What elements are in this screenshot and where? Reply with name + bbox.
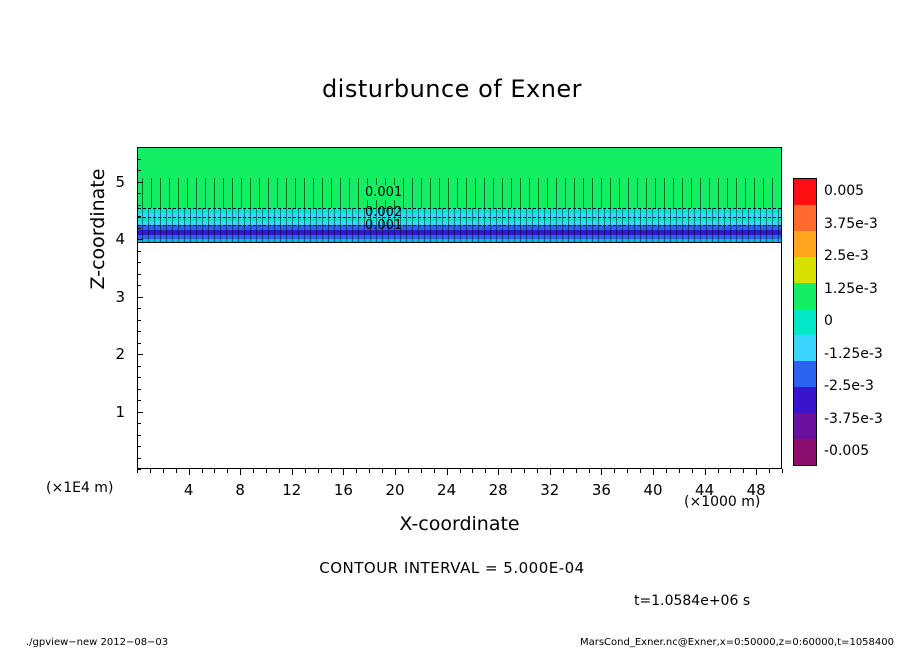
y-tick	[137, 274, 141, 275]
y-tick-label: 5	[115, 172, 125, 191]
x-tick	[601, 469, 602, 475]
y-tick	[137, 170, 141, 171]
x-tick	[627, 469, 628, 473]
x-tick	[447, 469, 448, 475]
y-tick	[137, 193, 141, 194]
y-tick	[137, 354, 143, 355]
contour-line-3	[138, 225, 781, 226]
y-tick	[137, 297, 143, 298]
x-tick	[176, 469, 177, 473]
y-axis-unit: (×1E4 m)	[46, 480, 114, 496]
hatch-tick	[268, 178, 269, 208]
x-tick	[318, 469, 319, 473]
y-tick	[137, 446, 141, 447]
colorbar-cell	[794, 335, 816, 361]
hatch-tick	[781, 178, 782, 208]
x-tick	[227, 469, 228, 473]
y-tick	[137, 469, 141, 470]
contour-line-2	[138, 217, 781, 218]
x-tick	[705, 469, 706, 475]
x-tick	[640, 469, 641, 473]
x-tick	[214, 469, 215, 473]
hatch-tick	[655, 178, 656, 208]
hatch-tick	[250, 178, 251, 208]
hatch-tick	[430, 178, 431, 208]
hatch-tick	[196, 178, 197, 208]
colorbar-cell	[794, 361, 816, 387]
hatch-tick	[610, 178, 611, 208]
hatch-tick	[574, 178, 575, 208]
hatch-tick	[646, 178, 647, 208]
colorbar-tick-label: 3.75e-3	[824, 215, 878, 232]
colorbar-tick-label: -3.75e-3	[824, 410, 883, 427]
x-tick-label: 36	[591, 481, 611, 499]
hatch-tick	[232, 178, 233, 208]
y-tick	[137, 251, 141, 252]
hatch-tick	[205, 178, 206, 208]
x-tick	[769, 469, 770, 473]
y-tick	[137, 182, 143, 183]
hatch-tick	[178, 178, 179, 208]
x-tick-label: 8	[235, 481, 245, 499]
hatch-tick	[214, 178, 215, 208]
hatch-tick	[295, 178, 296, 208]
hatch-tick	[448, 178, 449, 208]
hatch-tick	[475, 178, 476, 208]
colorbar-cell	[794, 231, 816, 257]
y-tick	[137, 389, 141, 390]
hatch-tick	[745, 178, 746, 208]
hatch-tick	[709, 178, 710, 208]
x-tick	[356, 469, 357, 473]
hatch-tick	[286, 178, 287, 208]
x-tick-label: 28	[488, 481, 508, 499]
hatch-tick	[637, 178, 638, 208]
x-tick	[511, 469, 512, 473]
contour-line-1	[138, 208, 781, 209]
hatch-tick	[187, 178, 188, 208]
colorbar-tick-label: 0	[824, 313, 833, 329]
colorbar-tick-label: -2.5e-3	[824, 378, 874, 394]
hatch-tick	[628, 178, 629, 208]
colorbar-cell	[794, 205, 816, 231]
hatch-tick	[142, 178, 143, 208]
y-tick	[137, 147, 141, 148]
hatch-tick	[592, 178, 593, 208]
hatch-tick	[601, 178, 602, 208]
hatch-tick	[160, 178, 161, 208]
y-tick	[137, 228, 141, 229]
y-tick	[137, 285, 141, 286]
colorbar-cell	[794, 439, 816, 465]
plot-area	[137, 147, 782, 469]
hatch-tick	[682, 178, 683, 208]
hatch-tick	[403, 178, 404, 208]
x-tick	[150, 469, 151, 473]
hatch-tick	[511, 178, 512, 208]
y-axis-title: Z-coordinate	[87, 168, 109, 290]
colorbar-cell	[794, 179, 816, 205]
x-tick	[331, 469, 332, 473]
hatch-tick	[763, 178, 764, 208]
contour-line-base	[138, 242, 781, 243]
y-tick	[137, 239, 143, 240]
contour-label-2: 0.002	[365, 205, 403, 220]
x-tick	[653, 469, 654, 475]
hatch-tick	[502, 178, 503, 208]
colorbar-cell	[794, 283, 816, 309]
colorbar-tick-label: 0.005	[824, 183, 865, 199]
hatch-tick	[727, 178, 728, 208]
x-tick	[305, 469, 306, 473]
x-tick-label: 12	[282, 481, 302, 499]
hatch-tick	[754, 178, 755, 208]
contour-hatch-layer	[138, 148, 781, 468]
x-tick	[434, 469, 435, 473]
x-tick-label: 4	[183, 481, 194, 499]
hatch-tick	[241, 178, 242, 208]
x-axis-title: X-coordinate	[399, 513, 520, 535]
x-tick-label: 40	[643, 481, 663, 499]
hatch-tick	[520, 178, 521, 208]
hatch-tick	[556, 178, 557, 208]
x-tick	[614, 469, 615, 473]
hatch-tick	[673, 178, 674, 208]
y-tick	[137, 435, 141, 436]
contour-label-3: 0.001	[365, 218, 403, 233]
hatch-tick	[718, 178, 719, 208]
y-tick	[137, 412, 143, 413]
x-tick	[408, 469, 409, 473]
x-tick	[782, 469, 783, 473]
y-tick-label: 4	[115, 230, 125, 248]
x-tick-label: 16	[333, 481, 353, 499]
hatch-tick	[340, 178, 341, 208]
hatch-tick	[736, 178, 737, 208]
x-tick	[421, 469, 422, 473]
hatch-tick	[772, 178, 773, 208]
colorbar-tick-label: 1.25e-3	[824, 280, 878, 297]
x-tick	[576, 469, 577, 473]
x-tick	[253, 469, 254, 473]
hatch-tick	[322, 178, 323, 208]
y-tick	[137, 205, 141, 206]
x-tick	[460, 469, 461, 473]
colorbar-tick-label: -0.005	[824, 443, 870, 459]
x-tick-label: 32	[540, 481, 560, 499]
hatch-tick	[466, 178, 467, 208]
x-tick-label: 20	[385, 481, 405, 499]
y-tick	[137, 400, 141, 401]
x-tick	[563, 469, 564, 473]
hatch-tick	[619, 178, 620, 208]
x-tick	[743, 469, 744, 473]
colorbar-cell	[794, 387, 816, 413]
hatch-tick	[691, 178, 692, 208]
y-tick	[137, 377, 141, 378]
contour-label-1: 0.001	[365, 185, 403, 200]
footer-right-text: MarsCond_Exner.nc@Exner,x=0:50000,z=0:60000,t=1058400	[579, 637, 894, 648]
x-tick	[550, 469, 551, 475]
x-tick	[524, 469, 525, 473]
x-tick-label: 48	[746, 481, 766, 499]
colorbar-tick-label: -1.25e-3	[824, 345, 883, 362]
hatch-tick	[439, 178, 440, 208]
y-tick-label: 1	[115, 402, 125, 421]
y-tick	[137, 159, 141, 160]
hatch-tick	[223, 178, 224, 208]
x-tick	[756, 469, 757, 475]
time-text: t=1.0584e+06 s	[634, 593, 751, 609]
hatch-tick	[259, 178, 260, 208]
hatch-tick	[349, 178, 350, 208]
x-tick	[679, 469, 680, 473]
colorbar-cell	[794, 257, 816, 283]
chart-title: disturbunce of Exner	[321, 75, 583, 103]
x-tick	[163, 469, 164, 473]
x-tick	[343, 469, 344, 475]
x-tick	[266, 469, 267, 473]
colorbar-tick-label: 2.5e-3	[824, 248, 869, 264]
y-tick	[137, 216, 141, 217]
hatch-tick	[583, 178, 584, 208]
x-tick	[589, 469, 590, 473]
colorbar-cell	[794, 309, 816, 335]
x-tick	[498, 469, 499, 475]
hatch-tick	[277, 178, 278, 208]
hatch-tick	[151, 178, 152, 208]
hatch-tick	[484, 178, 485, 208]
x-tick	[395, 469, 396, 475]
y-tick	[137, 366, 141, 367]
x-tick	[369, 469, 370, 473]
y-tick	[137, 458, 141, 459]
hatch-tick	[304, 178, 305, 208]
x-tick-label: 24	[437, 481, 457, 499]
x-tick	[485, 469, 486, 473]
contour-interval-text: CONTOUR INTERVAL = 5.000E-04	[319, 559, 585, 577]
hatch-tick	[331, 178, 332, 208]
colorbar	[793, 178, 817, 466]
x-tick	[537, 469, 538, 473]
x-tick	[692, 469, 693, 473]
y-tick	[137, 343, 141, 344]
x-tick	[718, 469, 719, 473]
hatch-tick	[358, 178, 359, 208]
x-tick-label: 44	[695, 481, 715, 499]
y-tick	[137, 320, 141, 321]
hatch-tick	[421, 178, 422, 208]
x-tick	[279, 469, 280, 473]
x-axis-unit: (×1000 m)	[684, 494, 761, 510]
y-tick	[137, 331, 141, 332]
y-tick-label: 2	[115, 345, 125, 363]
hatch-tick	[412, 178, 413, 208]
x-tick	[382, 469, 383, 473]
colorbar-cell	[794, 413, 816, 439]
x-tick	[472, 469, 473, 473]
x-tick	[189, 469, 190, 475]
hatch-tick	[457, 178, 458, 208]
hatch-tick	[493, 178, 494, 208]
hatch-tick	[547, 178, 548, 208]
x-tick	[202, 469, 203, 473]
hatch-tick	[538, 178, 539, 208]
y-tick-label: 3	[115, 287, 125, 306]
y-tick	[137, 308, 141, 309]
footer-left-text: ./gpview−new 2012−08−03	[26, 637, 169, 648]
x-tick	[666, 469, 667, 473]
hatch-tick	[700, 178, 701, 208]
y-tick	[137, 423, 141, 424]
x-tick	[240, 469, 241, 475]
hatch-tick	[664, 178, 665, 208]
x-tick	[730, 469, 731, 473]
hatch-tick	[529, 178, 530, 208]
hatch-tick	[169, 178, 170, 208]
x-tick	[292, 469, 293, 475]
hatch-tick	[313, 178, 314, 208]
hatch-tick	[565, 178, 566, 208]
y-tick	[137, 262, 141, 263]
